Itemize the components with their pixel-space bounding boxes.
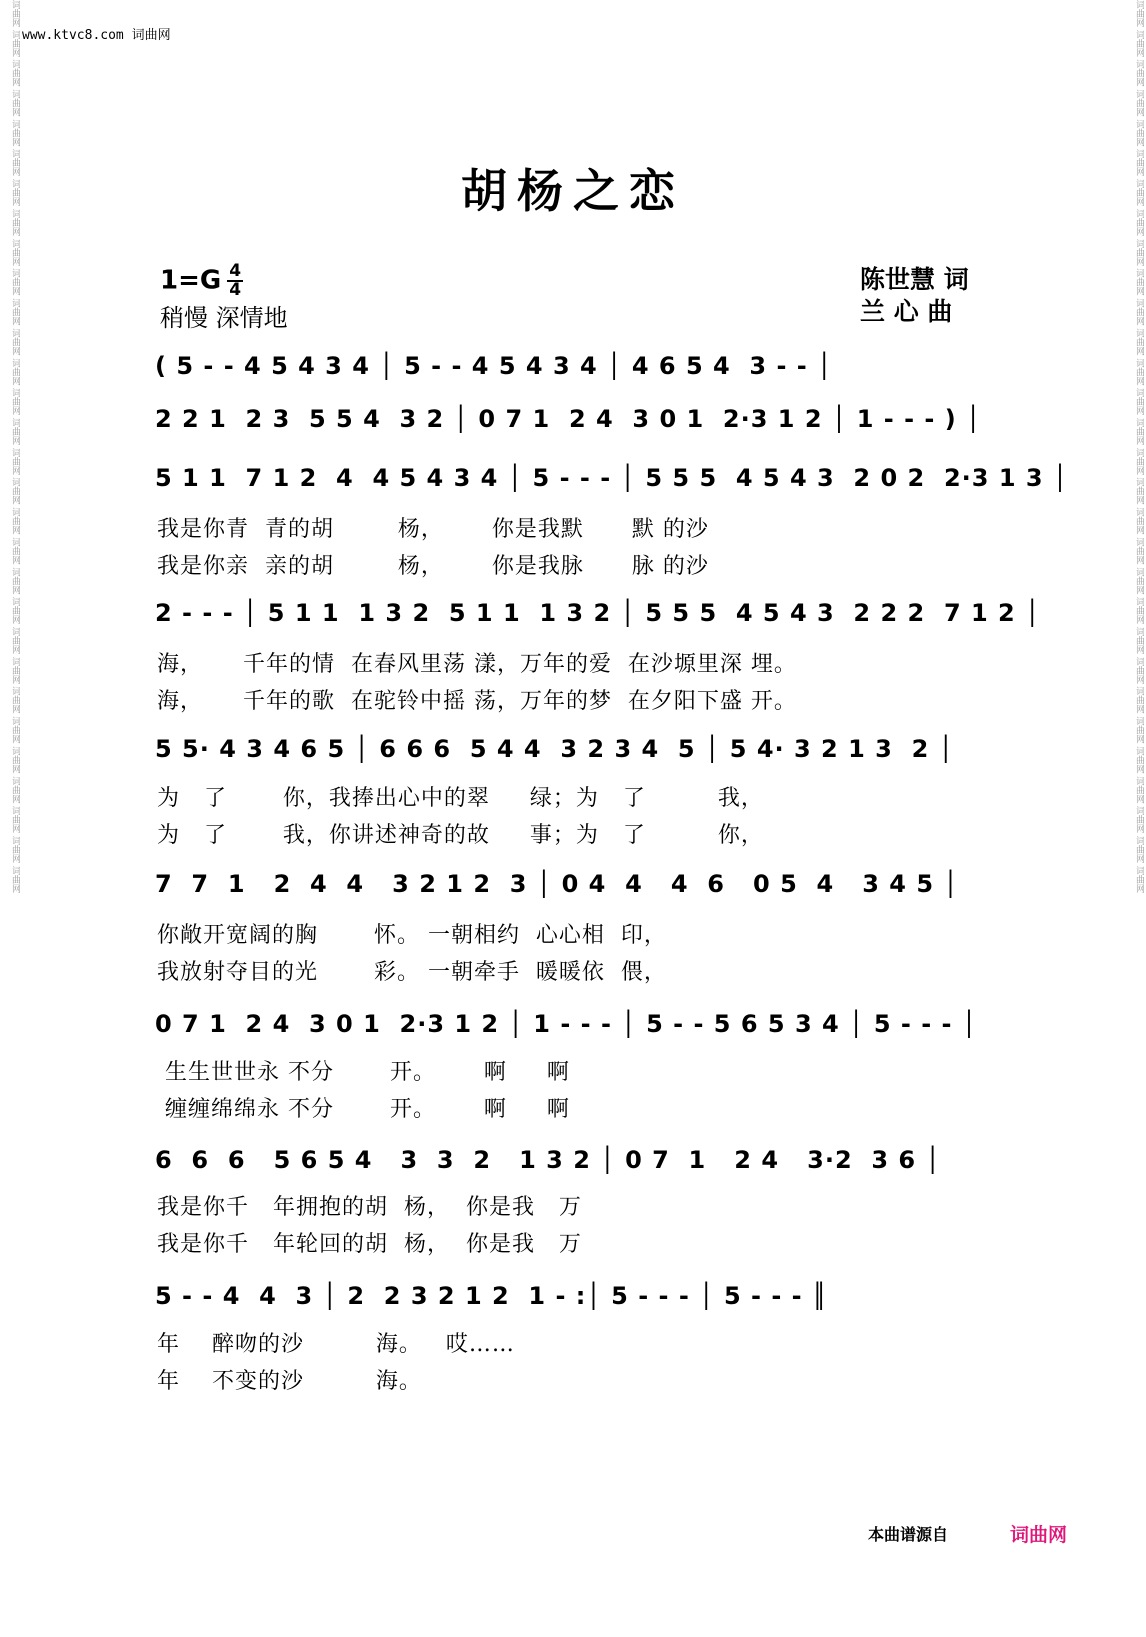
score-row-5-lyric-1: 为 了 你，我捧出心中的翠 绿；为 了 我， [157, 786, 764, 811]
score-row-7-lyric-1: 生生世世永 不分 开。 啊 啊 [157, 1060, 570, 1085]
site-url[interactable]: www.ktvc8.com 词曲网 [22, 28, 171, 43]
score-row-9-lyric-2: 年 不变的沙 海。 [157, 1369, 422, 1394]
score-row-5-lyric-2: 为 了 我，你讲述神奇的故 事；为 了 你， [157, 823, 764, 848]
score-row-6-notes: 7 7 1 2 4 4 3 2 1 2 3 │ 0 4 4 4 6 0 5 4 3 4 5 │ [155, 870, 959, 898]
score-row-7-lyric-2: 缠缠绵绵永 不分 开。 啊 啊 [157, 1097, 570, 1122]
score-row-6-lyric-1: 你敞开宽阔的胸 怀。 一朝相约 心心相 印， [157, 923, 667, 948]
score-row-4-lyric-1: 海， 千年的情 在春风里荡 漾，万年的爱 在沙塬里深 埋。 [157, 652, 797, 677]
score-row-3-notes: 5 1 1 7 1 2 4 4 5 4 3 4 │ 5 - - - │ 5 5 5 4 5 4 3 2 0 2 2·3 1 3 │ [155, 464, 1069, 492]
time-signature: $\frac{4}{4}$ [227, 263, 243, 299]
score-row-8-lyric-2: 我是你千 年轮回的胡 杨， 你是我 万 [157, 1232, 582, 1257]
score-row-8-lyric-1: 我是你千 年拥抱的胡 杨， 你是我 万 [157, 1195, 582, 1220]
score-row-1-notes: ( 5 - - 4 5 4 3 4 │ 5 - - 4 5 4 3 4 │ 4 6 5 4 3 - - │ [155, 352, 833, 380]
key-signature [160, 263, 243, 299]
key-label: 1=G [160, 265, 222, 296]
page-title: 胡杨之恋 [461, 164, 685, 218]
footer-brand-link[interactable]: 词曲网 [1010, 1524, 1068, 1546]
score-row-5-notes: 5 5· 4 3 4 6 5 │ 6 6 6 5 4 4 3 2 3 4 5 │ 5 4· 3 2 1 3 2 │ [155, 735, 955, 763]
score-row-9-notes: 5 - - 4 4 3 │ 2 2 3 2 1 2 1 - :│ 5 - - - │ 5 - - - ║ [155, 1282, 828, 1310]
score-row-9-lyric-1: 年 醉吻的沙 海。 哎…… [157, 1332, 515, 1357]
footer-source-label: 本曲谱源自 [868, 1525, 949, 1544]
score-row-3-lyric-2: 我是你亲 亲的胡 杨， 你是我脉 脉 的沙 [157, 554, 709, 579]
tempo-marking: 稍慢 深情地 [160, 304, 288, 332]
score-row-4-notes: 2 - - - │ 5 1 1 1 3 2 5 1 1 1 3 2 │ 5 5 5 4 5 4 3 2 2 2 7 1 2 │ [155, 599, 1041, 627]
right-watermark-strip: 词曲网 词曲网 词曲网 词曲网 词曲网 词曲网 词曲网 词曲网 词曲网 词曲网 词曲网 词曲网 词曲网 词曲网 词曲网 词曲网 词曲网 词曲网 词曲网 词曲网 词曲网 词曲网 词曲网 词曲网 词曲网 词曲网 词曲网 词曲网 词曲网 词曲网 [1134, 0, 1144, 893]
score-row-8-notes: 6 6 6 5 6 5 4 3 3 2 1 3 2 │ 0 7 1 2 4 3·2 3 6 │ [155, 1146, 941, 1174]
score-row-6-lyric-2: 我放射夺目的光 彩。 一朝牵手 暖暖依 偎， [157, 960, 667, 985]
score-row-4-lyric-2: 海， 千年的歌 在驼铃中摇 荡，万年的梦 在夕阳下盛 开。 [157, 689, 797, 714]
score-row-3-lyric-1: 我是你青 青的胡 杨， 你是我默 默 的沙 [157, 517, 709, 542]
lyricist-credit: 陈世慧 词 [860, 265, 969, 294]
score-row-2-notes: 2 2 1 2 3 5 5 4 3 2 │ 0 7 1 2 4 3 0 1 2·3 1 2 │ 1 - - - ) │ [155, 405, 982, 433]
left-watermark-strip: 词曲网 词曲网 词曲网 词曲网 词曲网 词曲网 词曲网 词曲网 词曲网 词曲网 词曲网 词曲网 词曲网 词曲网 词曲网 词曲网 词曲网 词曲网 词曲网 词曲网 词曲网 词曲网 词曲网 词曲网 词曲网 词曲网 词曲网 词曲网 词曲网 词曲网 [10, 0, 20, 893]
composer-credit: 兰 心 曲 [860, 297, 953, 326]
score-row-7-notes: 0 7 1 2 4 3 0 1 2·3 1 2 │ 1 - - - │ 5 - - 5 6 5 3 4 │ 5 - - - │ [155, 1010, 978, 1038]
